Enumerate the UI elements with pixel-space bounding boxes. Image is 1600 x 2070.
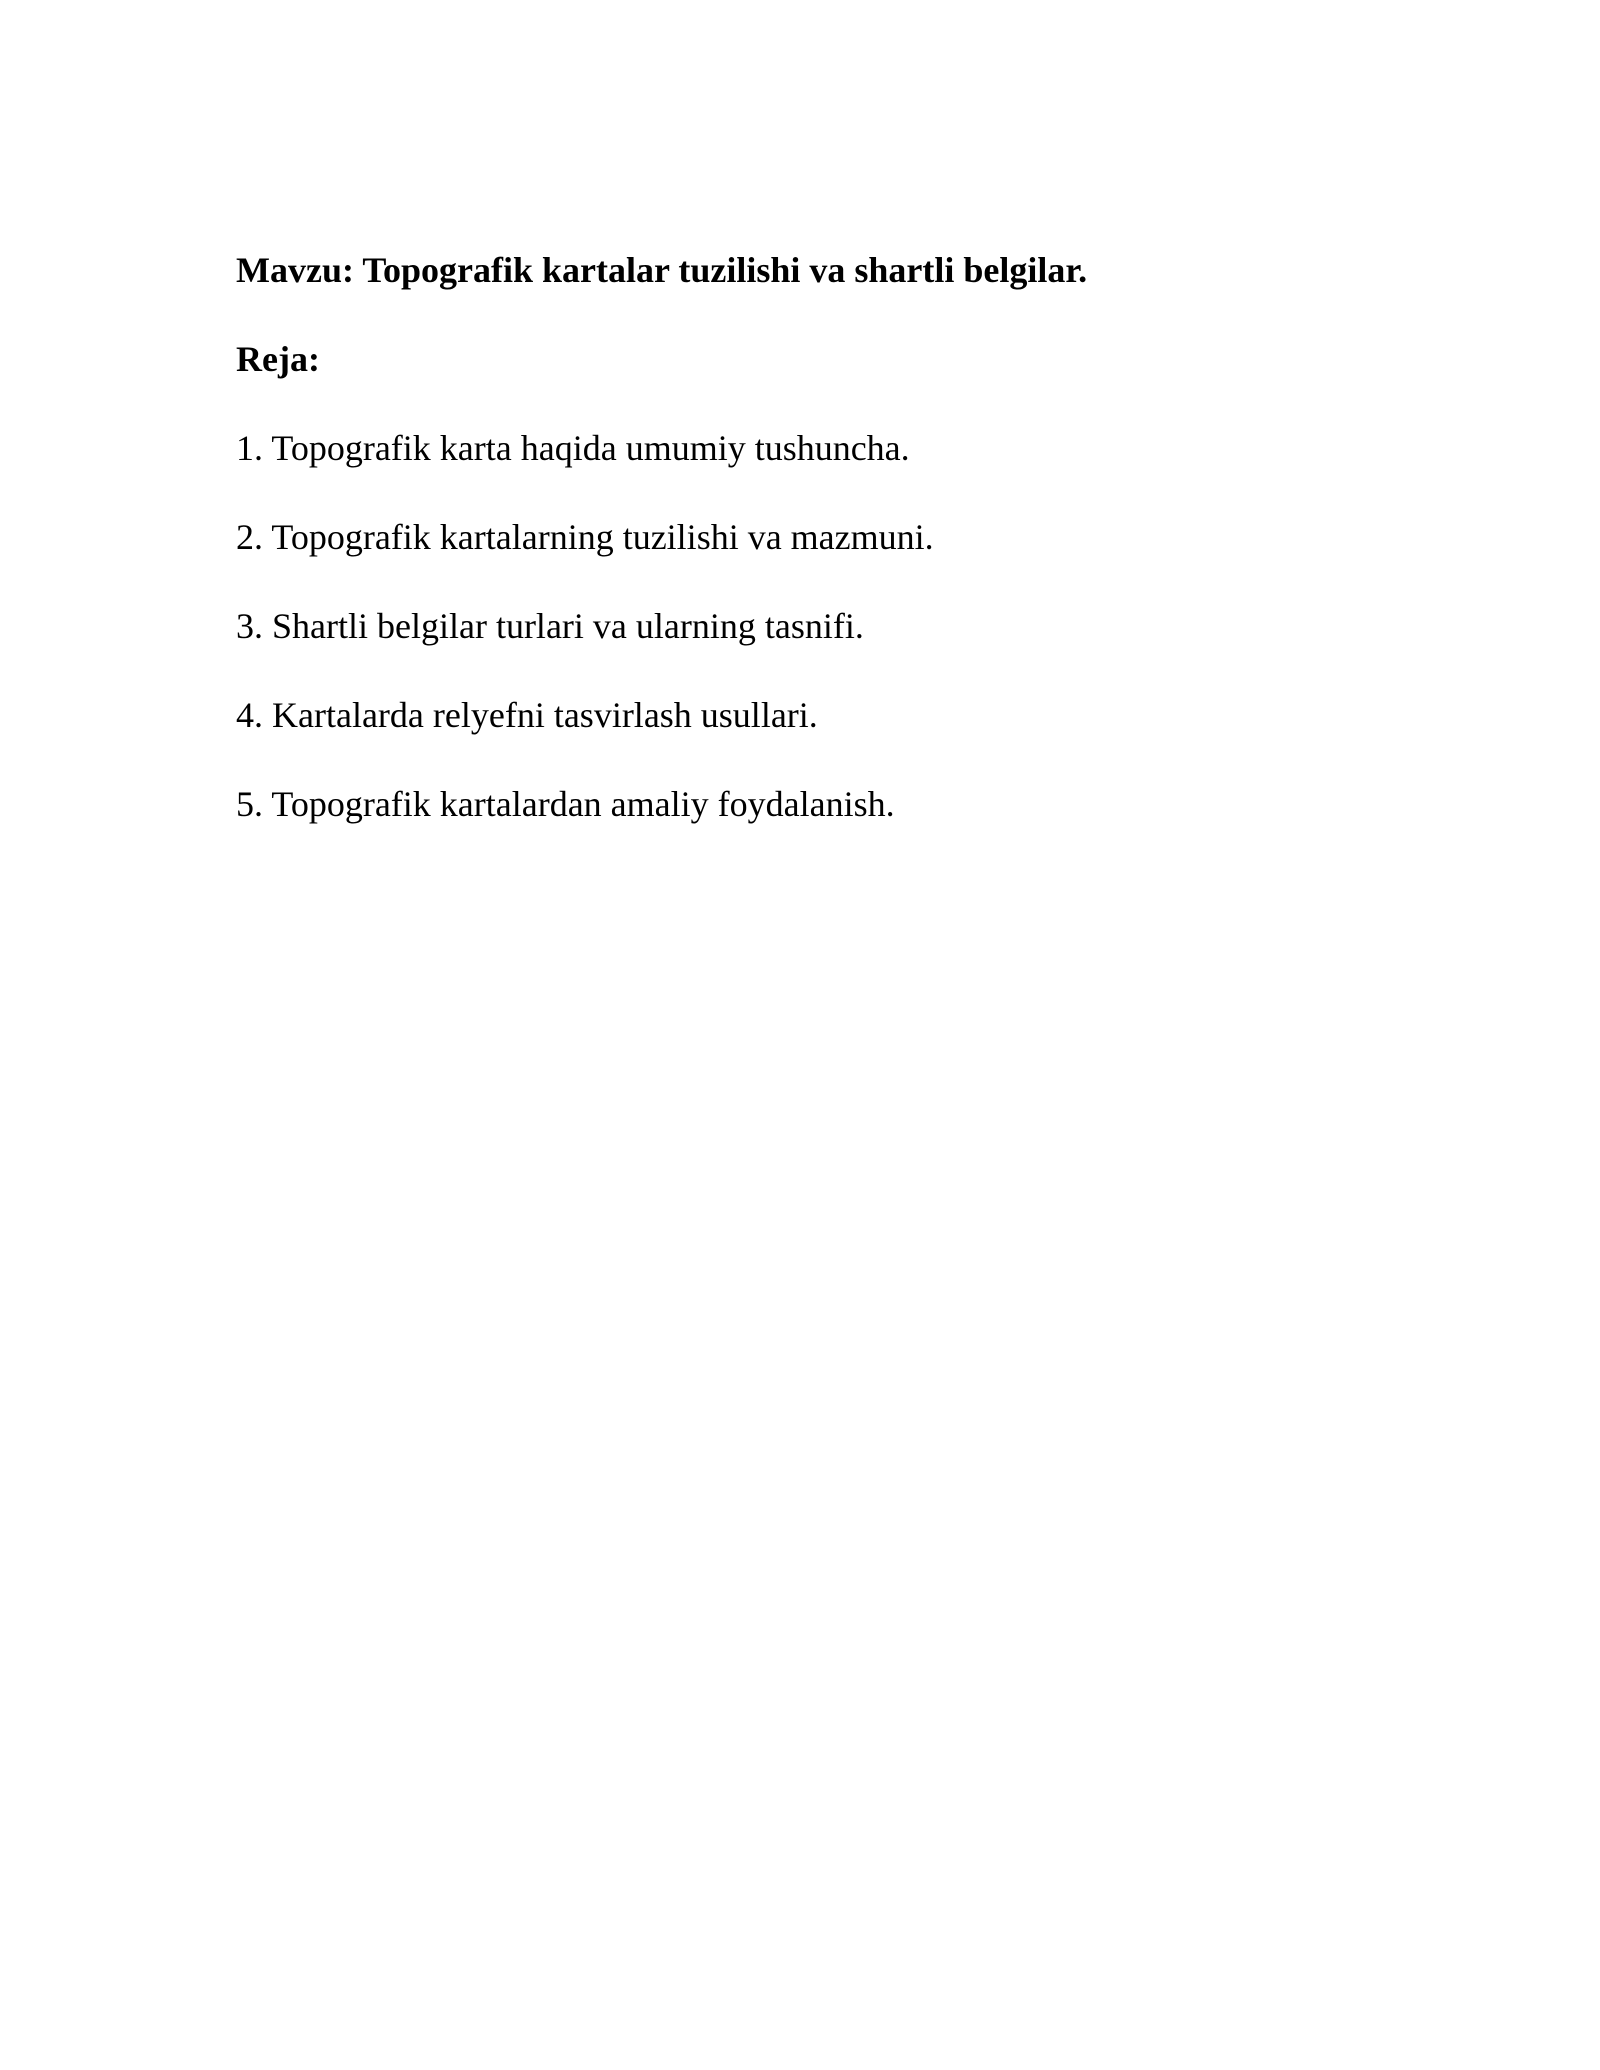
topic-heading: Mavzu: Topografik kartalar tuzilishi va shartli belgilar. (236, 250, 1088, 290)
plan-item-3: 3. Shartli belgilar turlari va ularning tasnifi. (236, 606, 864, 646)
plan-item-1: 1. Topografik karta haqida umumiy tushuncha. (236, 428, 910, 468)
plan-item-4: 4. Kartalarda relyefni tasvirlash usullari. (236, 695, 818, 735)
plan-item-5: 5. Topografik kartalardan amaliy foydalanish. (236, 784, 895, 824)
document-body (236, 248, 1366, 871)
plan-heading: Reja: (236, 339, 320, 379)
plan-item-2: 2. Topografik kartalarning tuzilishi va mazmuni. (236, 517, 934, 557)
